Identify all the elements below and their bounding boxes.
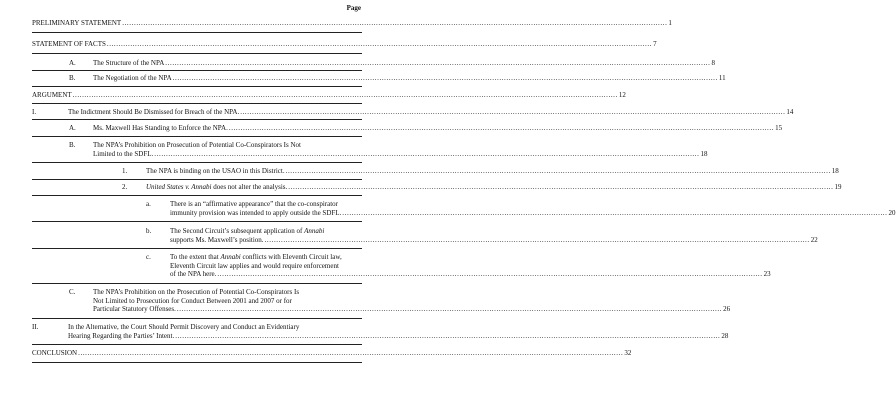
toc-page-number: 14 — [786, 108, 794, 116]
toc-title-text: To the extent that — [170, 253, 221, 261]
toc-entry-second-circuit-application[interactable] — [170, 227, 818, 244]
toc-mark: b. — [146, 227, 152, 235]
toc-title-rest: does not alter the analysis. — [211, 183, 288, 191]
leader-dots — [265, 236, 810, 245]
toc-title: STATEMENT OF FACTS — [32, 40, 106, 48]
leader-dots — [154, 150, 699, 159]
toc-entry-affirmative-appearance[interactable] — [170, 200, 896, 217]
case-name: Annabi — [220, 253, 241, 261]
toc-page-number: 7 — [653, 40, 657, 48]
toc-page-number: 28 — [721, 331, 729, 340]
toc-last-line — [170, 235, 818, 245]
divider — [32, 195, 362, 196]
leader-dots — [165, 59, 710, 68]
leader-dots — [107, 40, 652, 49]
divider — [32, 162, 362, 163]
toc-entry-npa-binding-usao[interactable] — [146, 167, 839, 176]
toc-title-line: Limited to the SDFL. — [93, 149, 154, 158]
toc-page-number: 18 — [700, 149, 708, 158]
toc-entry-maxwell-standing[interactable] — [93, 124, 783, 133]
toc-mark: I. — [32, 108, 37, 116]
toc-last-line — [93, 149, 708, 159]
toc-title-line: Particular Statutory Offenses. — [93, 305, 176, 314]
toc-page-number: 1 — [668, 19, 672, 27]
leader-dots — [217, 270, 762, 279]
divider — [32, 32, 362, 33]
divider — [32, 70, 362, 71]
toc-title: Ms. Maxwell Has Standing to Enforce the NPA. — [93, 124, 228, 132]
toc-page-number: 32 — [624, 349, 632, 357]
toc-title-line: supports Ms. Maxwell’s position. — [170, 235, 264, 244]
toc-mark: A. — [69, 124, 76, 132]
leader-dots — [177, 305, 722, 314]
toc-mark: C. — [69, 288, 76, 296]
toc-entry-negotiation-of-npa[interactable] — [93, 74, 726, 83]
toc-title-line: In the Alternative, the Court Should Permit Discovery and Conduct an Evidentiary — [68, 323, 300, 331]
toc-entry-annabi-not-alter[interactable] — [146, 183, 842, 192]
toc-title-line: immunity provision was intended to apply outside the SDFL. — [170, 208, 342, 217]
toc-entry-prohibition-not-limited-conduct[interactable] — [93, 288, 731, 314]
toc-title-line: The NPA’s Prohibition on Prosecution of Potential Co-Conspirators Is Not — [93, 141, 301, 149]
toc-title-line: of the NPA here. — [170, 270, 217, 279]
toc-title-text: The Second Circuit’s subsequent application of — [170, 227, 305, 235]
divider — [32, 103, 362, 104]
toc-title-line: Eleventh Circuit law applies and would require enforcement — [170, 261, 339, 270]
toc-entry-indictment-dismissed[interactable] — [68, 108, 794, 117]
leader-dots — [240, 108, 785, 117]
toc-mark: II. — [32, 323, 39, 331]
toc-title-line: The NPA’s Prohibition on the Prosecution of Potential Co-Conspirators Is — [93, 288, 300, 296]
divider — [32, 248, 362, 249]
leader-dots — [73, 91, 618, 100]
divider — [32, 344, 362, 345]
toc-last-line — [170, 208, 896, 218]
leader-dots — [78, 349, 623, 358]
toc-title: The NPA is binding on the USAO in this District. — [146, 167, 285, 175]
leader-dots — [175, 332, 720, 341]
leader-dots — [288, 183, 833, 192]
divider — [32, 53, 362, 54]
leader-dots — [286, 167, 831, 176]
toc-entry-argument[interactable] — [32, 91, 626, 100]
leader-dots — [342, 209, 887, 218]
toc-title: CONCLUSION — [32, 349, 78, 357]
toc-page-number: 11 — [718, 74, 726, 82]
leader-dots — [122, 19, 667, 28]
toc-last-line — [170, 270, 771, 279]
case-name: United States v. Annabi — [146, 183, 212, 191]
toc-mark: B. — [69, 141, 76, 149]
toc-mark: c. — [146, 253, 151, 261]
toc-mark: 1. — [122, 167, 128, 175]
toc-page-number: 15 — [775, 124, 783, 132]
divider — [32, 86, 362, 87]
toc-title: The Structure of the NPA — [93, 59, 165, 67]
divider — [32, 221, 362, 222]
toc-title: PRELIMINARY STATEMENT — [32, 19, 122, 27]
divider — [32, 318, 362, 319]
toc-title-line: Hearing Regarding the Parties’ Intent. — [68, 331, 175, 340]
toc-entry-permit-discovery[interactable] — [68, 323, 729, 340]
toc-entry-structure-of-npa[interactable] — [93, 59, 715, 68]
toc-mark: a. — [146, 200, 151, 208]
toc-title: The Negotiation of the NPA — [93, 74, 172, 82]
toc-mark: B. — [69, 74, 76, 82]
toc-title-line: Not Limited to Prosecution for Conduct Between 2001 and 2007 or for — [93, 296, 292, 305]
toc-page-number: 19 — [834, 183, 842, 191]
toc-title-text: conflicts with Eleventh Circuit law, — [240, 253, 342, 261]
toc-mark: A. — [69, 59, 76, 67]
divider — [32, 119, 362, 120]
toc-title-line — [170, 253, 362, 262]
page-column-label: Page — [346, 4, 361, 12]
toc-title-line — [170, 227, 362, 236]
toc-page-number: 23 — [763, 270, 771, 279]
toc-page-number: 20 — [888, 208, 896, 217]
leader-dots — [173, 74, 718, 83]
toc-entry-prohibition-not-limited-sdfl[interactable] — [93, 141, 708, 158]
case-name: Annabi — [304, 227, 325, 235]
toc-entry-conclusion[interactable] — [32, 349, 632, 358]
toc-last-line — [93, 305, 731, 314]
toc-page-number: 22 — [810, 235, 818, 244]
toc-last-line — [68, 331, 729, 341]
divider — [32, 283, 362, 284]
toc-page-number: 18 — [831, 167, 839, 175]
toc-title: The Indictment Should Be Dismissed for Breach of the NPA. — [68, 108, 240, 116]
toc-entry-statement-of-facts[interactable] — [32, 40, 657, 49]
toc-entry-preliminary-statement[interactable] — [32, 19, 672, 28]
toc-mark: 2. — [122, 183, 128, 191]
leader-dots — [229, 124, 774, 133]
toc-page-number: 26 — [723, 305, 731, 314]
divider — [32, 362, 362, 363]
toc-title: ARGUMENT — [32, 91, 72, 99]
divider — [32, 136, 362, 137]
divider — [32, 179, 362, 180]
toc-page-number: 8 — [711, 59, 715, 67]
toc-title — [146, 183, 287, 192]
toc-entry-eleventh-circuit-conflict[interactable] — [170, 253, 771, 279]
toc-page-number: 12 — [618, 91, 626, 99]
toc-title-line: There is an “affirmative appearance” that the co-conspirator — [170, 200, 338, 208]
